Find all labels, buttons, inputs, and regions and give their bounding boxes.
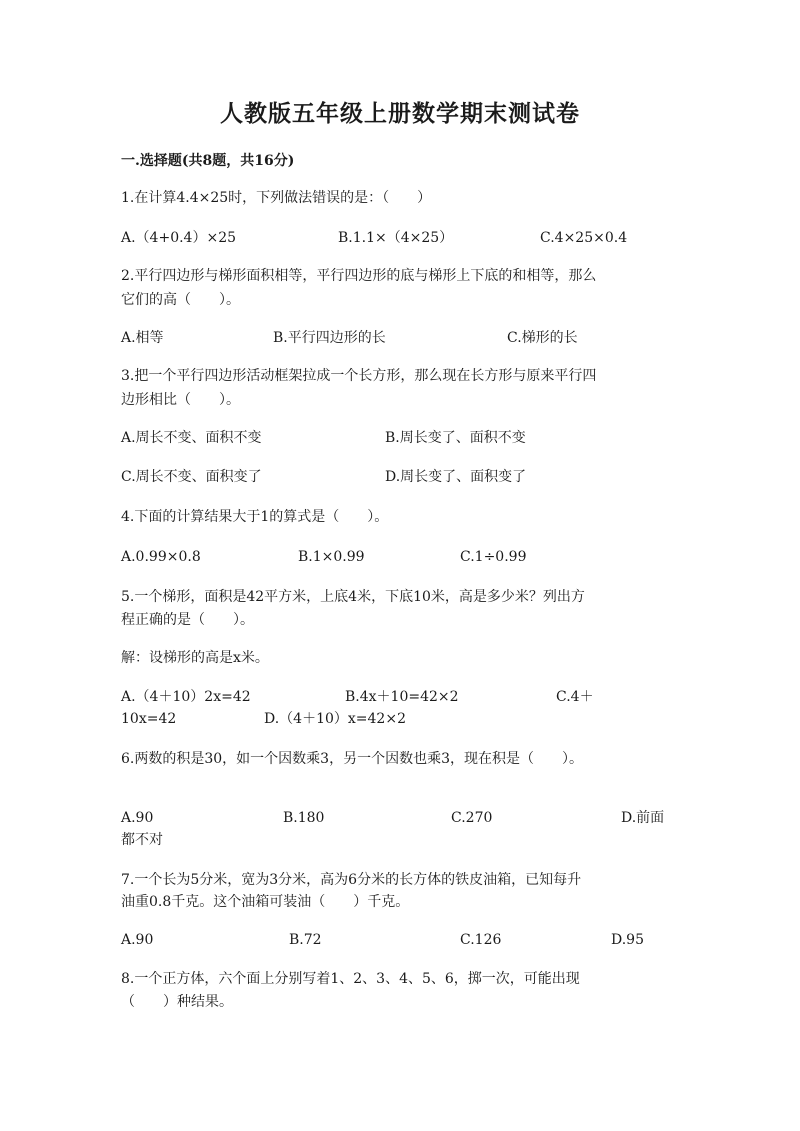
question-6-option-d-continued: 都不对 <box>121 832 163 848</box>
question-4-option-c: C.1÷0.99 <box>460 549 527 565</box>
question-7-stem-line-1: 7.一个长为5分米，宽为3分米，高为6分米的长方体的铁皮油箱，已知每升 <box>121 872 582 888</box>
question-7-option-a: A.90 <box>121 932 154 948</box>
question-1-option-b: B.1.1×（4×25） <box>338 230 454 246</box>
question-7-stem-line-2: 油重0.8千克。这个油箱可装油（ ）千克。 <box>121 894 410 910</box>
question-3-option-b: B.周长变了、面积不变 <box>385 430 526 446</box>
question-2-stem-line-1: 2.平行四边形与梯形面积相等，平行四边形的底与梯形上下底的和相等，那么 <box>121 268 597 284</box>
question-5-stem-line-2: 程正确的是（ ）。 <box>121 612 254 628</box>
question-5-option-d: D.（4＋10）x=42×2 <box>264 711 406 727</box>
question-5-stem-line-1: 5.一个梯形，面积是42平方米，上底4米，下底10米，高是多少米？列出方 <box>121 589 585 605</box>
question-7-option-d: D.95 <box>611 932 644 948</box>
question-3-option-d: D.周长变了、面积变了 <box>385 469 527 485</box>
question-3-stem-line-1: 3.把一个平行四边形活动框架拉成一个长方形，那么现在长方形与原来平行四 <box>121 368 597 384</box>
question-8-stem-line-1: 8.一个正方体，六个面上分别写着1、2、3、4、5、6，掷一次，可能出现 <box>121 971 580 987</box>
question-8-stem-line-2: （ ）种结果。 <box>121 994 233 1010</box>
question-6-stem: 6.两数的积是30，如一个因数乘3，另一个因数也乘3，现在积是（ ）。 <box>121 751 583 767</box>
question-5-solution: 解：设梯形的高是x米。 <box>121 650 269 666</box>
question-2-option-c: C.梯形的长 <box>507 330 578 346</box>
question-4-stem: 4.下面的计算结果大于1的算式是（ ）。 <box>121 509 389 525</box>
question-6-option-c: C.270 <box>451 810 493 826</box>
question-7-option-c: C.126 <box>460 932 502 948</box>
question-2-stem-line-2: 它们的高（ ）。 <box>121 292 240 308</box>
question-5-option-b: B.4x＋10=42×2 <box>345 689 459 705</box>
question-3-option-c: C.周长不变、面积变了 <box>121 469 262 485</box>
question-1-stem: 1.在计算4.4×25时，下列做法错误的是：（ ） <box>121 190 432 206</box>
question-1-option-a: A.（4+0.4）×25 <box>121 230 237 246</box>
question-3-stem-line-2: 边形相比（ ）。 <box>121 392 240 408</box>
question-5-option-c-continued: 10x=42 <box>121 711 177 727</box>
section-heading: 一.选择题(共8题，共16分) <box>121 153 295 169</box>
question-4-option-a: A.0.99×0.8 <box>121 549 201 565</box>
question-2-option-a: A.相等 <box>121 330 164 346</box>
question-1-option-c: C.4×25×0.4 <box>540 230 628 246</box>
question-7-option-b: B.72 <box>289 932 322 948</box>
question-6-option-a: A.90 <box>121 810 154 826</box>
question-5-option-c: C.4＋ <box>556 689 594 705</box>
question-5-option-a: A.（4＋10）2x=42 <box>121 689 251 705</box>
question-6-option-b: B.180 <box>283 810 325 826</box>
question-4-option-b: B.1×0.99 <box>298 549 365 565</box>
question-2-option-b: B.平行四边形的长 <box>273 330 386 346</box>
question-3-option-a: A.周长不变、面积不变 <box>121 430 262 446</box>
page-title: 人教版五年级上册数学期末测试卷 <box>220 100 580 127</box>
question-6-option-d: D.前面 <box>621 810 665 826</box>
